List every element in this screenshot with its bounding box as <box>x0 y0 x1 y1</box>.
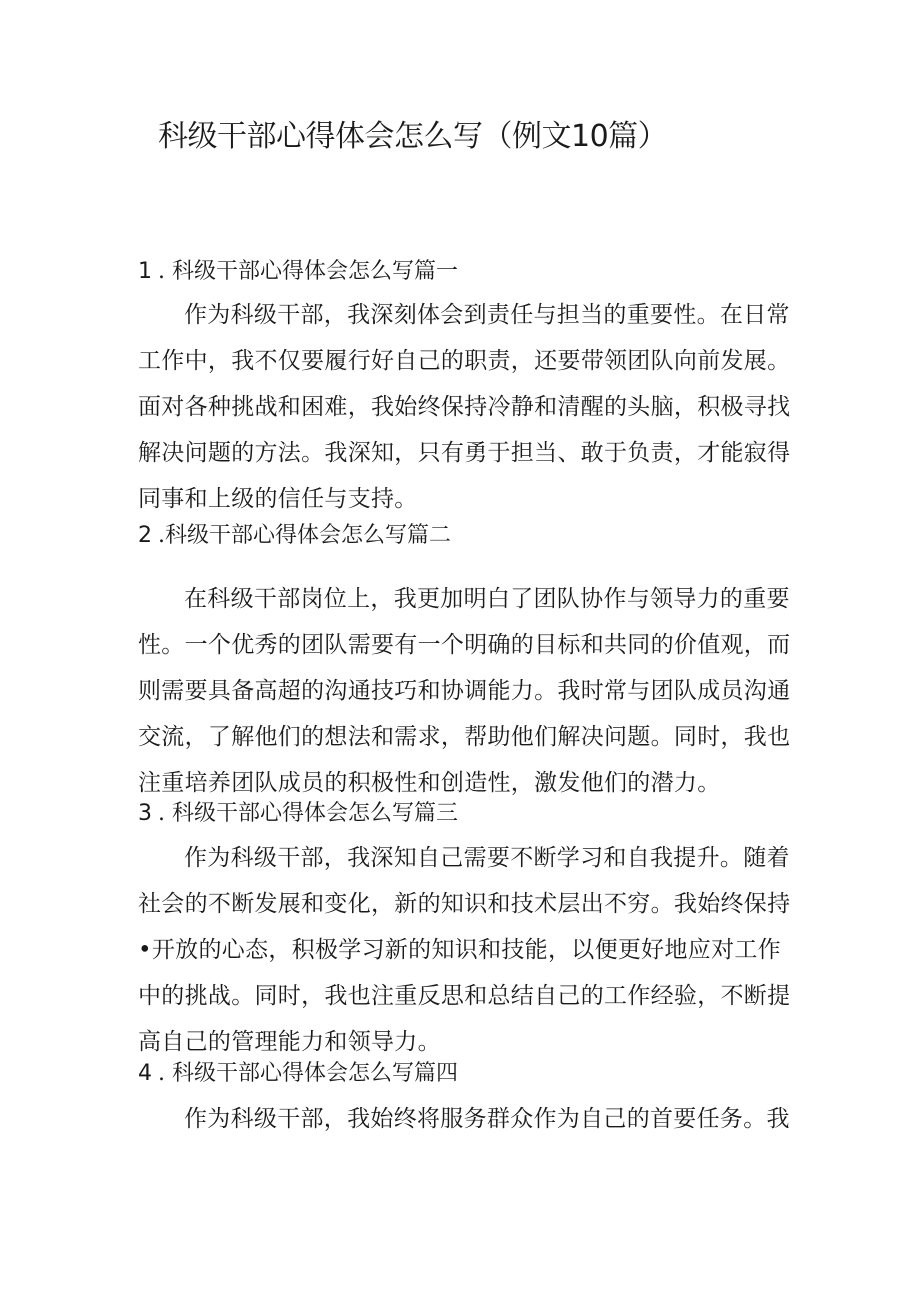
section-heading-2 <box>138 516 451 556</box>
paragraph-line: 高自己的管理能力和领导力。 <box>138 1029 441 1055</box>
paragraph-line: 中的挑战。同时，我也注重反思和总结自己的工作经验，不断提 <box>138 983 791 1009</box>
paragraph-line: 工作中，我不仅要履行好自己的职责，还要带领团队向前发展。 <box>138 348 791 374</box>
paragraph-line: 解决问题的方法。我深知，只有勇于担当、敢于负责，才能寂得 <box>138 440 791 466</box>
paragraph-line: 作为科级干部，我深刻体会到责任与担当的重要性。在日常 <box>184 302 790 328</box>
section-heading-4 <box>138 1054 458 1094</box>
paragraph-line: 交流，了解他们的想法和需求，帮助他们解决问题。同时，我也 <box>138 724 791 750</box>
paragraph-line: 作为科级干部，我深知自己需要不断学习和自我提升。随着 <box>184 845 790 871</box>
section-heading-text: . 科级干部心得体会怎么写篇三 <box>158 801 458 826</box>
section-number: 1 <box>138 259 152 284</box>
section-heading-1 <box>138 252 458 292</box>
section-heading-3 <box>138 794 458 834</box>
paragraph-line: •开放的心态，积极学习新的知识和技能，以便更好地应对工作 <box>138 937 781 963</box>
paragraph-line: 面对各种挑战和困难，我始终保持冷静和清醒的头脑，积极寻找 <box>138 394 791 420</box>
section-number: 2 <box>138 523 152 548</box>
section-paragraph-2 <box>138 576 791 806</box>
section-number: 4 <box>138 1061 152 1086</box>
paragraph-line: 同事和上级的信任与支持。 <box>138 486 418 512</box>
section-heading-text: . 科级干部心得体会怎么写篇一 <box>158 259 458 284</box>
paragraph-line: 注重培养团队成员的积极性和创造性，激发他们的潜力。 <box>138 770 721 796</box>
paragraph-line: 性。一个优秀的团队需要有一个明确的目标和共同的价值观，而 <box>138 632 791 658</box>
document-title: 科级干部心得体会怎么写（例文10篇） <box>158 119 668 154</box>
section-paragraph-3 <box>138 835 791 1065</box>
paragraph-line: 社会的不断发展和变化，新的知识和技术层出不穷。我始终保持 <box>138 891 791 917</box>
paragraph-line: 在科级干部岗位上，我更加明白了团队协作与领导力的重要 <box>184 586 790 612</box>
section-heading-text: .科级干部心得体会怎么写篇二 <box>158 523 451 548</box>
section-number: 3 <box>138 801 152 826</box>
section-paragraph-1 <box>138 292 791 522</box>
paragraph-line: 则需要具备高超的沟通技巧和协调能力。我时常与团队成员沟通 <box>138 678 791 704</box>
paragraph-line: 作为科级干部，我始终将服务群众作为自己的首要任务。我 <box>184 1106 790 1132</box>
section-heading-text: . 科级干部心得体会怎么写篇四 <box>158 1061 458 1086</box>
section-paragraph-4 <box>138 1096 790 1142</box>
